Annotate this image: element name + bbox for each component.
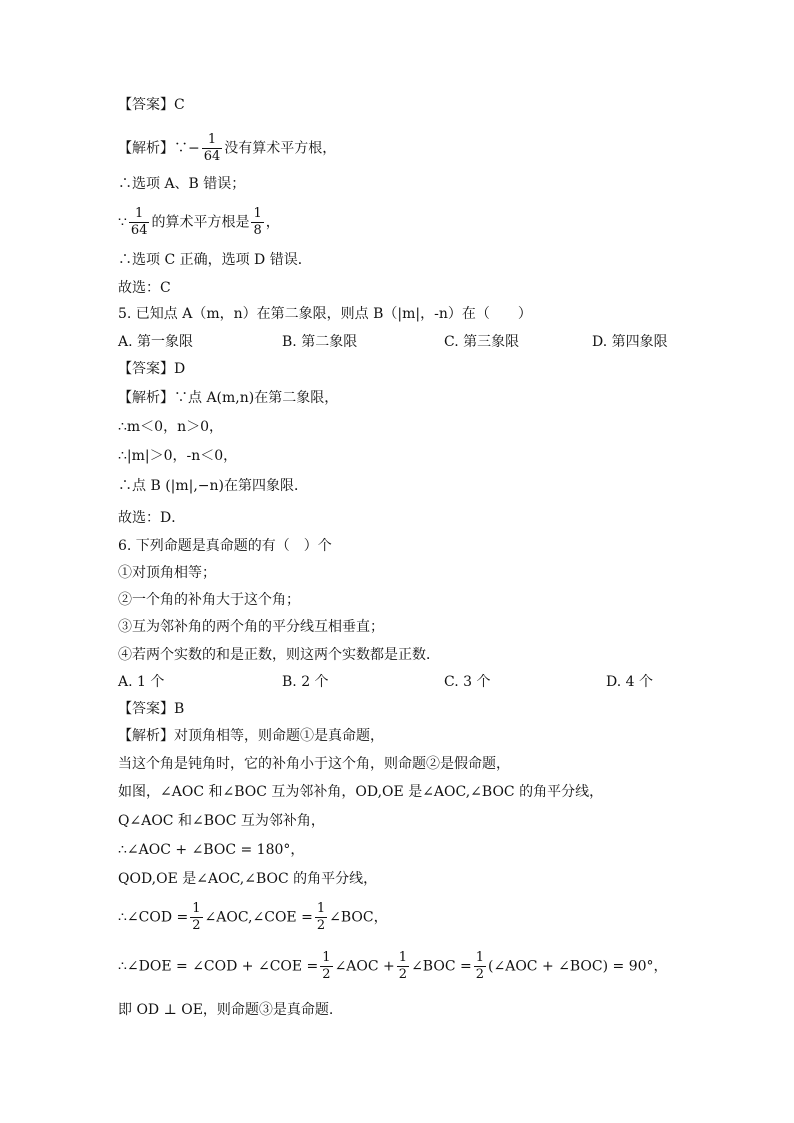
fraction: $\frac{1}{8}$ bbox=[253, 206, 262, 238]
q5-analysis-line-1: 【解析】∵点 A(m,n)在第二象限， bbox=[118, 390, 339, 406]
q5-option-d: D. 第四象限 bbox=[592, 334, 668, 350]
q5-analysis-line-4: ∴点 B (|m|,−n)在第四象限． bbox=[118, 478, 309, 494]
q6-analysis-line-1: 【解析】对顶角相等，则命题①是真命题， bbox=[118, 728, 384, 744]
q6-analysis-line-4: Q∠AOC 和∠BOC 互为邻补角， bbox=[118, 813, 325, 829]
q6-proposition-4: ④若两个实数的和是正数，则这两个实数都是正数． bbox=[118, 647, 440, 663]
q5-analysis-line-3: ∴|m|＞0，-n＜0， bbox=[118, 448, 238, 464]
q6-option-a: A. 1 个 bbox=[118, 674, 165, 690]
q4-analysis-line-3: ∵ $\frac{1}{64}$ 的算术平方根是 $\frac{1}{8}$ ， bbox=[118, 206, 280, 238]
q6-proposition-2: ②一个角的补角大于这个角； bbox=[118, 592, 300, 608]
q6-analysis-line-8: ∴∠DOE = ∠COD + ∠COE = $\frac{1}{2}$ ∠AOC + $\frac{1}{2}$ ∠BOC = $\frac{1}{2}$ (∠AOC + ∠BOC) = 90°， bbox=[118, 950, 668, 982]
fraction: $\frac{1}{2}$ bbox=[398, 950, 408, 982]
fraction: $\frac{1}{2}$ bbox=[316, 901, 326, 933]
q6-analysis-line-9: 即 OD ⊥ OE，则命题③是真命题. bbox=[118, 1002, 334, 1018]
analysis-label: 【解析】 bbox=[118, 140, 174, 157]
q6-answer: 【答案】B bbox=[118, 701, 185, 717]
fraction: $\frac{1}{2}$ bbox=[192, 901, 201, 933]
q5-option-b: B. 第二象限 bbox=[282, 334, 358, 350]
q5-option-a: A. 第一象限 bbox=[118, 334, 194, 350]
q4-analysis-line-4: ∴选项 C 正确，选项 D 错误． bbox=[118, 252, 312, 268]
q6-proposition-1: ①对顶角相等； bbox=[118, 565, 216, 581]
q6-analysis-line-2: 当这个角是钝角时，它的补角小于这个角，则命题②是假命题， bbox=[118, 756, 510, 772]
q6-option-c: C. 3 个 bbox=[444, 674, 491, 690]
q6-option-d: D. 4 个 bbox=[606, 674, 653, 690]
because-symbol: ∵ bbox=[118, 214, 127, 231]
because-symbol: ∵− bbox=[174, 140, 200, 157]
fraction: $\frac{1}{64}$ bbox=[203, 132, 221, 164]
q4-analysis-line-2: ∴选项 A、B 错误； bbox=[118, 176, 246, 192]
fraction: $\frac{1}{2}$ bbox=[475, 950, 485, 982]
q5-stem: 5. 已知点 A（m，n）在第二象限，则点 B（|m|，-n）在（ ） bbox=[118, 306, 532, 322]
q4-answer: 【答案】C bbox=[118, 97, 185, 113]
q5-conclusion: 故选：D． bbox=[118, 510, 186, 526]
q6-analysis-line-3: 如图，∠AOC 和∠BOC 互为邻补角，OD,OE 是∠AOC,∠BOC 的角平分线， bbox=[118, 784, 604, 800]
fraction: $\frac{1}{64}$ bbox=[130, 206, 148, 238]
q6-analysis-line-5: ∴∠AOC + ∠BOC = 180°， bbox=[118, 842, 305, 858]
q6-analysis-line-7: ∴∠COD = $\frac{1}{2}$ ∠AOC,∠COE = $\frac{1}{2}$ ∠BOC， bbox=[118, 901, 388, 933]
q6-stem: 6. 下列命题是真命题的有（ ）个 bbox=[118, 538, 332, 554]
fraction: $\frac{1}{2}$ bbox=[322, 950, 331, 982]
q5-option-c: C. 第三象限 bbox=[444, 334, 520, 350]
q6-option-b: B. 2 个 bbox=[282, 674, 329, 690]
q5-answer: 【答案】D bbox=[118, 361, 186, 377]
q6-analysis-line-6: QOD,OE 是∠AOC,∠BOC 的角平分线， bbox=[118, 871, 378, 887]
q4-conclusion: 故选：C bbox=[118, 280, 171, 296]
q4-analysis-line-1: 【解析】∵− $\frac{1}{64}$ 没有算术平方根， bbox=[118, 132, 337, 164]
q6-proposition-3: ③互为邻补角的两个角的平分线互相垂直； bbox=[118, 619, 384, 635]
q5-analysis-line-2: ∴m＜0，n＞0， bbox=[118, 419, 224, 435]
